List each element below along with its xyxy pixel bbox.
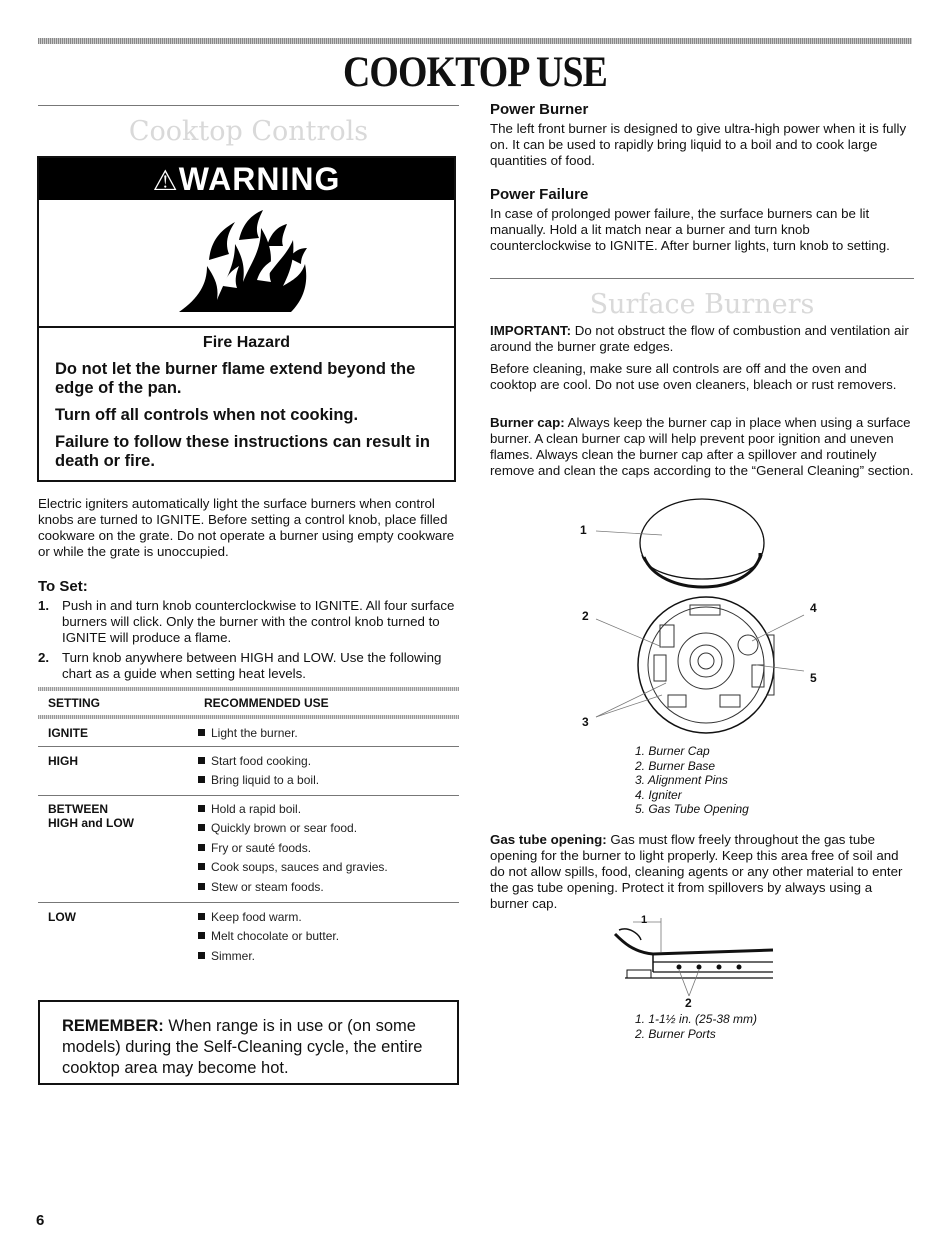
power-burner-heading: Power Burner <box>490 101 589 118</box>
caption-item: 4. Igniter <box>635 787 682 802</box>
caption-item: 1. Burner Cap <box>635 744 710 758</box>
warning-line-3: Failure to follow these instructions can result in death or fire. <box>55 433 430 470</box>
use-cell: Quickly brown or sear food. <box>211 821 358 835</box>
use-cell: Start food cooking. <box>211 754 312 768</box>
setting-cell: HIGH <box>48 754 78 768</box>
section-rule <box>38 105 459 106</box>
tube-callout-2: 2 <box>685 996 692 1010</box>
setting-cell: LOW <box>48 910 76 924</box>
flame-icon <box>39 200 454 326</box>
gas-tube-text: Gas must flow freely throughout the gas tube opening for the burner to light properly. Keep this area free of soil and do not allow spills, food, cleaning agents or any other material to enter the gas tube opening. Protect it from spillovers by always using a burner cap. <box>490 832 903 911</box>
callout-3: 3 <box>582 715 589 729</box>
step-number: 1. <box>38 598 50 613</box>
important-label: IMPORTANT: <box>490 323 572 338</box>
burner-diagram-captions <box>635 744 749 817</box>
caption-item: 1. 1-1½ in. (25-38 mm) <box>635 1012 758 1026</box>
caption-item: 2. Burner Base <box>635 758 716 773</box>
warning-line-2: Turn off all controls when not cooking. <box>55 406 359 424</box>
top-divider <box>38 38 912 44</box>
important-note <box>490 323 914 355</box>
use-cell: Bring liquid to a boil. <box>211 773 320 787</box>
caption-item: 5. Gas Tube Opening <box>635 802 749 816</box>
warning-line-1: Do not let the burner flame extend beyond the edge of the pan. <box>55 360 416 397</box>
important-text: Do not obstruct the flow of combustion and ventilation air around the burner grate edges. <box>490 323 909 354</box>
setting-cell: IGNITE <box>48 726 89 740</box>
burner-cap-text: Always keep the burner cap in place when using a surface burner. A clean burner cap will help prevent poor ignition and uneven flames. Always clean the burner cap after a spillover and routinely remove and clean the caps according to the “General Cleaning” section. <box>490 415 914 478</box>
gas-tube-diagram <box>605 912 785 1012</box>
section-heading-surface-burners: Surface Burners <box>589 289 815 320</box>
page-number: 6 <box>36 1212 45 1229</box>
burner-cap-note <box>490 415 914 479</box>
remember-label: REMEMBER: <box>62 1017 164 1035</box>
warning-triangle-icon: ⚠ <box>152 165 179 196</box>
callout-4: 4 <box>810 601 817 615</box>
page-title: COOKTOP USE <box>342 49 608 96</box>
fire-hazard-illustration <box>39 200 454 328</box>
warning-header <box>39 158 454 200</box>
remember-text: When range is in use or (on some models) during the Self-Cleaning cycle, the entire cooktop area may become hot. <box>62 1017 423 1077</box>
step-text: Turn knob anywhere between HIGH and LOW. Use the following chart as a guide when setting heat levels. <box>62 650 442 681</box>
use-cell: Stew or steam foods. <box>211 880 324 894</box>
to-set-steps <box>38 598 458 686</box>
step-text: Push in and turn knob counterclockwise to IGNITE. All four surface burners will click. Only the burner with the control knob turned to IGNITE will produce a flame. <box>62 598 455 645</box>
remember-box <box>38 1000 459 1085</box>
to-set-heading: To Set: <box>38 578 88 595</box>
igniter-intro: Electric igniters automatically light the surface burners when control knobs are turned to IGNITE. Before setting a control knob, place filled cookware on the grate. Do not operate a burner using empty cookware or while the grate is unoccupied. <box>38 496 455 559</box>
warning-box <box>37 156 456 482</box>
warning-hazard-title: Fire Hazard <box>202 334 291 351</box>
list-item <box>38 598 458 646</box>
warning-label: WARNING <box>178 161 341 197</box>
setting-cell: BETWEEN HIGH and LOW <box>48 802 134 830</box>
use-cell: Simmer. <box>211 949 256 963</box>
before-cleaning-text: Before cleaning, make sure all controls are off and the oven and cooktop are cool. Do not use oven cleaners, bleach or rust removers. <box>490 361 897 392</box>
use-cell: Melt chocolate or butter. <box>211 929 340 943</box>
use-cell: Fry or sauté foods. <box>211 841 312 855</box>
gas-tube-note <box>490 832 914 912</box>
burner-cap-label: Burner cap: <box>490 415 565 430</box>
row-rule <box>38 902 459 903</box>
caption-item: 2. Burner Ports <box>635 1026 716 1041</box>
section-rule <box>490 278 914 279</box>
gas-tube-captions <box>635 1012 757 1041</box>
use-cell: Light the burner. <box>211 726 298 740</box>
table-header-setting: SETTING <box>48 696 101 710</box>
burner-assembly-icon <box>570 495 830 735</box>
step-number: 2. <box>38 650 50 665</box>
list-item <box>38 650 458 682</box>
callout-1: 1 <box>580 523 587 537</box>
table-top-rule <box>38 687 459 691</box>
burner-diagram <box>570 495 830 735</box>
callout-2: 2 <box>582 609 589 623</box>
callout-5: 5 <box>810 671 817 685</box>
use-cell: Hold a rapid boil. <box>211 802 302 816</box>
gas-tube-label: Gas tube opening: <box>490 832 607 847</box>
table-header-use: RECOMMENDED USE <box>204 696 329 710</box>
row-rule <box>38 746 459 747</box>
power-failure-text: In case of prolonged power failure, the surface burners can be lit manually. Hold a lit match near a burner and turn knob counterclockwise to IGNITE. After burner lights, turn knob to setting. <box>490 206 890 253</box>
tube-callout-1: 1 <box>641 914 648 926</box>
power-burner-text: The left front burner is designed to give ultra-high power when it is fully on. It can be used to rapidly bring liquid to a boil and to cook large quantities of food. <box>490 121 907 168</box>
row-rule <box>38 795 459 796</box>
power-failure-heading: Power Failure <box>490 186 589 203</box>
table-header-rule <box>38 715 459 719</box>
caption-item: 3. Alignment Pins <box>635 773 728 787</box>
use-cell: Cook soups, sauces and gravies. <box>211 860 388 874</box>
burner-cross-section-icon <box>605 912 785 1012</box>
section-heading-cooktop-controls: Cooktop Controls <box>128 116 369 147</box>
use-cell: Keep food warm. <box>211 910 302 924</box>
